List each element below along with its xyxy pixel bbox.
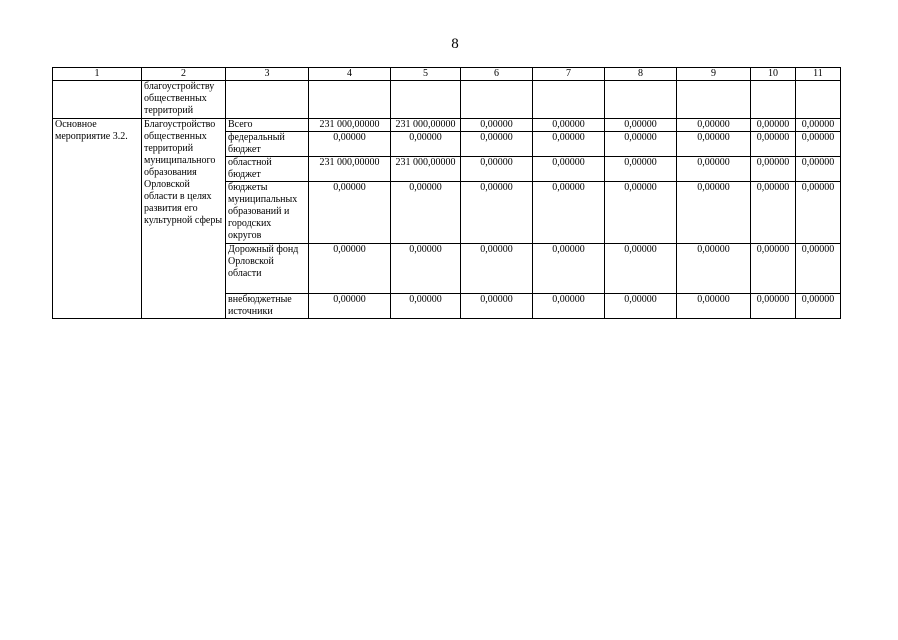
funding-source: областной бюджет (226, 157, 309, 182)
column-header: 4 (309, 68, 391, 81)
value-cell: 231 000,00000 (309, 119, 391, 132)
measure-name: Основное мероприятие 3.2. (53, 119, 142, 319)
value-cell: 0,00000 (461, 182, 533, 244)
value-cell: 0,00000 (677, 182, 751, 244)
column-header: 7 (533, 68, 605, 81)
value-cell: 0,00000 (605, 294, 677, 319)
value-cell: 0,00000 (751, 132, 796, 157)
column-header: 10 (751, 68, 796, 81)
value-cell: 0,00000 (796, 157, 841, 182)
funding-source: Дорожный фонд Орловской области (226, 244, 309, 294)
column-header: 8 (605, 68, 677, 81)
column-header: 5 (391, 68, 461, 81)
value-cell: 0,00000 (751, 157, 796, 182)
value-cell: 0,00000 (533, 157, 605, 182)
value-cell: 231 000,00000 (391, 119, 461, 132)
value-cell: 0,00000 (796, 119, 841, 132)
value-cell: 0,00000 (533, 119, 605, 132)
value-cell: 0,00000 (461, 244, 533, 294)
value-cell: 0,00000 (605, 244, 677, 294)
value-cell: 0,00000 (677, 244, 751, 294)
value-cell: 0,00000 (796, 132, 841, 157)
page-number: 8 (451, 36, 459, 52)
value-cell: 0,00000 (309, 132, 391, 157)
value-cell: 0,00000 (391, 244, 461, 294)
value-cell: 0,00000 (391, 182, 461, 244)
value-cell: 0,00000 (796, 294, 841, 319)
value-cell: 0,00000 (461, 132, 533, 157)
value-cell: 0,00000 (677, 157, 751, 182)
value-cell: 0,00000 (605, 157, 677, 182)
value-cell: 0,00000 (677, 119, 751, 132)
value-cell: 0,00000 (677, 294, 751, 319)
value-cell: 0,00000 (533, 182, 605, 244)
column-header: 11 (796, 68, 841, 81)
value-cell: 0,00000 (751, 244, 796, 294)
budget-table (52, 67, 841, 319)
value-cell: 0,00000 (533, 244, 605, 294)
column-header: 3 (226, 68, 309, 81)
column-header: 6 (461, 68, 533, 81)
value-cell: 0,00000 (605, 132, 677, 157)
funding-source: Всего (226, 119, 309, 132)
value-cell: 0,00000 (391, 294, 461, 319)
value-cell: 231 000,00000 (391, 157, 461, 182)
value-cell: 0,00000 (533, 132, 605, 157)
value-cell: 0,00000 (391, 132, 461, 157)
value-cell: 0,00000 (461, 119, 533, 132)
value-cell: 0,00000 (605, 119, 677, 132)
value-cell: 0,00000 (309, 244, 391, 294)
value-cell: 231 000,00000 (309, 157, 391, 182)
continuation-text: благоустройству общественных территорий (142, 81, 226, 119)
column-header: 9 (677, 68, 751, 81)
funding-source: внебюджетные источники (226, 294, 309, 319)
value-cell: 0,00000 (751, 119, 796, 132)
funding-source: бюджеты муниципальных образований и городских округов (226, 182, 309, 244)
column-header: 1 (53, 68, 142, 81)
value-cell: 0,00000 (533, 294, 605, 319)
value-cell: 0,00000 (461, 157, 533, 182)
header-row (53, 68, 841, 81)
value-cell: 0,00000 (751, 182, 796, 244)
value-cell: 0,00000 (796, 182, 841, 244)
value-cell: 0,00000 (796, 244, 841, 294)
continuation-row (53, 81, 841, 119)
value-cell: 0,00000 (309, 294, 391, 319)
column-header: 2 (142, 68, 226, 81)
value-cell: 0,00000 (677, 132, 751, 157)
measure-description: Благоустройство общественных территорий муниципального образования Орловской области в целях развития его культурной сферы (142, 119, 226, 319)
value-cell: 0,00000 (309, 182, 391, 244)
value-cell: 0,00000 (751, 294, 796, 319)
value-cell: 0,00000 (461, 294, 533, 319)
funding-source: федеральный бюджет (226, 132, 309, 157)
value-cell: 0,00000 (605, 182, 677, 244)
table-row (53, 119, 841, 132)
